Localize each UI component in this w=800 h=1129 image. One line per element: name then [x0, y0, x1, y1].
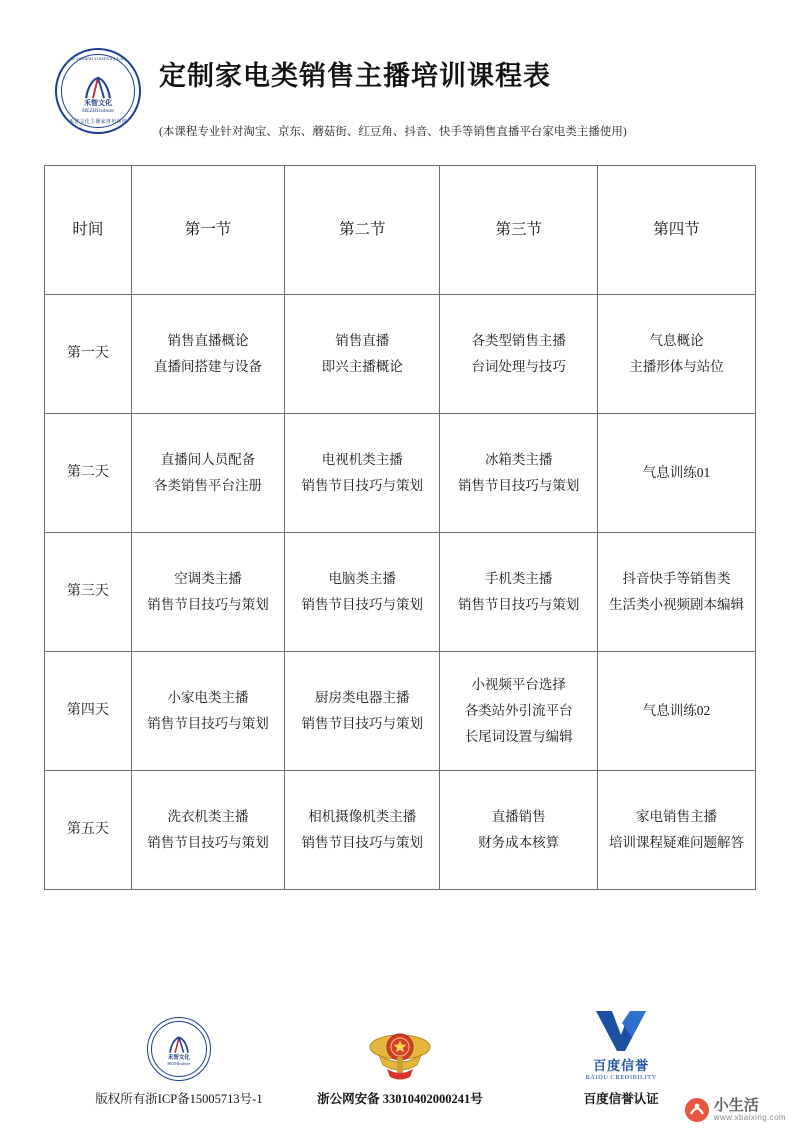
- cell-line: 相机摄像机类主播: [308, 808, 417, 824]
- baidu-v-icon: [592, 1009, 650, 1053]
- cell-line: 销售节目技巧与策划: [301, 716, 424, 731]
- cell-lines: [132, 328, 285, 381]
- cell-line: 销售节目技巧与策划: [147, 597, 269, 612]
- watermark-title: 小生活: [713, 1096, 759, 1114]
- cell-line: 培训课程疑难问题解答: [609, 835, 745, 850]
- schedule-table: [44, 165, 756, 890]
- baidu-caption-text: 百度信誉认证: [583, 1092, 659, 1106]
- table-cell-session-3: [440, 533, 598, 652]
- cell-line: 电视机类主播: [321, 451, 403, 467]
- cell-line: 各类站外引流平台: [464, 702, 573, 718]
- cell-line: 各类型销售主播: [471, 332, 566, 348]
- table-cell-session-4: [598, 533, 756, 652]
- police-emblem-icon: [367, 1025, 433, 1081]
- table-cell-session-3: [440, 771, 598, 890]
- cell-line: 冰箱类主播: [484, 451, 553, 467]
- cell-line: 洗衣机类主播: [167, 808, 249, 824]
- cell-line: 生活类小视频剧本编辑: [609, 597, 745, 612]
- table-cell-session-1: [131, 771, 285, 890]
- footer-logo-cn: 禾智文化: [167, 1055, 190, 1061]
- footer-logo-mark-icon: [166, 1036, 192, 1054]
- table-cell-day: 第二天: [45, 414, 132, 533]
- table-cell-session-1: [131, 533, 285, 652]
- table-cell-session-4: [598, 414, 756, 533]
- cell-lines: [440, 804, 597, 857]
- cell-lines: [440, 328, 597, 381]
- page-subtitle: (本课程专业针对淘宝、京东、蘑菇街、红豆角、抖音、快手等销售直播平台家电类主播使用): [159, 126, 627, 138]
- cell-line: 家电销售主播: [636, 808, 718, 824]
- logo-ring-text-top: Heshi cultural creativity Co.,Ltd: [62, 57, 134, 62]
- table-cell-session-2: [285, 533, 440, 652]
- table-cell-session-2: [285, 652, 440, 771]
- cell-line: 直播销售: [491, 808, 546, 824]
- cell-line: 小视频平台选择: [471, 676, 566, 692]
- cell-lines: [598, 804, 755, 857]
- footer-police-block: [291, 1025, 509, 1107]
- watermark-texts: [714, 1098, 786, 1122]
- logo-company-en: HEZHIculture: [82, 108, 114, 114]
- table-header-row: [45, 166, 756, 295]
- page-title: 定制家电类销售主播培训课程表: [159, 61, 551, 91]
- cell-line: 气息训练01: [642, 464, 711, 480]
- cell-line: 销售节目技巧与策划: [457, 597, 580, 612]
- cell-line: 气息训练02: [642, 702, 711, 718]
- table-cell-session-1: [131, 414, 285, 533]
- column-header-session-1: 第一节: [131, 166, 285, 295]
- cell-lines: [285, 328, 439, 381]
- cell-line: 销售节目技巧与策划: [147, 835, 269, 850]
- company-logo: [55, 48, 141, 134]
- footer-company-logo: [147, 1017, 211, 1081]
- table-row: [45, 533, 756, 652]
- watermark-url: www.xbaixing.com: [713, 1112, 786, 1122]
- schedule-table-wrapper: [0, 139, 800, 890]
- cell-line: 即兴主播概论: [321, 359, 403, 374]
- logo-mark-icon: [81, 76, 115, 100]
- footer-logo-en: HEZHIculture: [167, 1061, 191, 1066]
- cell-line: 手机类主播: [484, 570, 553, 586]
- cell-lines: [132, 566, 285, 619]
- site-watermark: [684, 1097, 786, 1123]
- cell-lines: [285, 447, 439, 500]
- cell-lines: [132, 447, 285, 500]
- table-cell-session-1: [131, 652, 285, 771]
- column-header-session-3: 第三节: [440, 166, 598, 295]
- cell-line: 长尾词设置与编辑: [464, 729, 573, 745]
- table-cell-session-4: [598, 295, 756, 414]
- cell-lines: [285, 685, 439, 738]
- table-cell-session-3: [440, 652, 598, 771]
- logo-company-cn: 禾智文化: [84, 99, 112, 107]
- column-header-session-2: 第二节: [285, 166, 440, 295]
- cell-lines: [440, 672, 597, 751]
- table-row: [45, 771, 756, 890]
- table-cell-session-3: [440, 295, 598, 414]
- cell-line: 销售节目技巧与策划: [457, 478, 580, 493]
- cell-line: 抖音快手等销售类: [622, 570, 731, 586]
- table-row: [45, 414, 756, 533]
- table-cell-session-2: [285, 771, 440, 890]
- cell-line: 主播形体与站位: [629, 359, 724, 374]
- title-block: [159, 40, 760, 139]
- icp-record-text: 版权所有浙ICP备15005713号-1: [95, 1092, 263, 1106]
- cell-line: 空调类主播: [174, 570, 242, 586]
- baidu-label-cn: 百度信誉: [593, 1058, 650, 1073]
- footer-icp-block: [70, 1017, 288, 1107]
- baidu-label-en: BAIDU CREDIBILITY: [585, 1074, 657, 1081]
- cell-line: 销售节目技巧与策划: [301, 835, 424, 850]
- cell-line: 电脑类主播: [328, 570, 397, 586]
- table-cell-day: 第一天: [45, 295, 132, 414]
- cell-lines: [598, 460, 755, 486]
- cell-lines: [285, 804, 439, 857]
- cell-line: 直播间搭建与设备: [154, 359, 263, 374]
- table-cell-session-2: [285, 295, 440, 414]
- cell-line: 销售节目技巧与策划: [147, 716, 269, 731]
- logo-ring-text-bottom: 禾智文化主播家财培训班: [68, 120, 128, 125]
- footer-baidu-block: [512, 1009, 730, 1107]
- table-row: [45, 295, 756, 414]
- cell-line: 直播间人员配备: [160, 451, 256, 467]
- document-footer: [0, 1009, 800, 1107]
- table-cell-day: 第五天: [45, 771, 132, 890]
- cell-line: 财务成本核算: [478, 835, 560, 850]
- cell-line: 台词处理与技巧: [471, 359, 566, 374]
- cell-lines: [598, 698, 755, 724]
- cell-line: 厨房类电器主播: [315, 689, 410, 705]
- table-cell-session-3: [440, 414, 598, 533]
- column-header-time: 时间: [45, 166, 132, 295]
- table-cell-day: 第四天: [45, 652, 132, 771]
- table-head: [45, 166, 756, 295]
- table-body: [45, 295, 756, 890]
- cell-lines: [598, 566, 755, 619]
- cell-line: 各类销售平台注册: [154, 478, 263, 493]
- table-cell-day: 第三天: [45, 533, 132, 652]
- cell-lines: [598, 328, 755, 381]
- cell-lines: [440, 566, 597, 619]
- baidu-credibility-badge: [571, 1009, 671, 1081]
- cell-lines: [440, 447, 597, 500]
- cell-lines: [285, 566, 439, 619]
- watermark-icon: [684, 1097, 710, 1123]
- document-header: [0, 0, 800, 139]
- cell-lines: [132, 804, 285, 857]
- cell-line: 销售直播: [335, 332, 390, 348]
- cell-lines: [132, 685, 285, 738]
- table-row: [45, 652, 756, 771]
- table-cell-session-1: [131, 295, 285, 414]
- police-record-text: 浙公网安备 33010402000241号: [317, 1092, 483, 1106]
- table-cell-session-2: [285, 414, 440, 533]
- cell-line: 小家电类主播: [167, 689, 249, 705]
- table-cell-session-4: [598, 771, 756, 890]
- column-header-session-4: 第四节: [598, 166, 756, 295]
- cell-line: 销售节目技巧与策划: [301, 597, 424, 612]
- cell-line: 气息概论: [649, 332, 704, 348]
- cell-line: 销售直播概论: [167, 332, 249, 348]
- table-cell-session-4: [598, 652, 756, 771]
- cell-line: 销售节目技巧与策划: [301, 478, 424, 493]
